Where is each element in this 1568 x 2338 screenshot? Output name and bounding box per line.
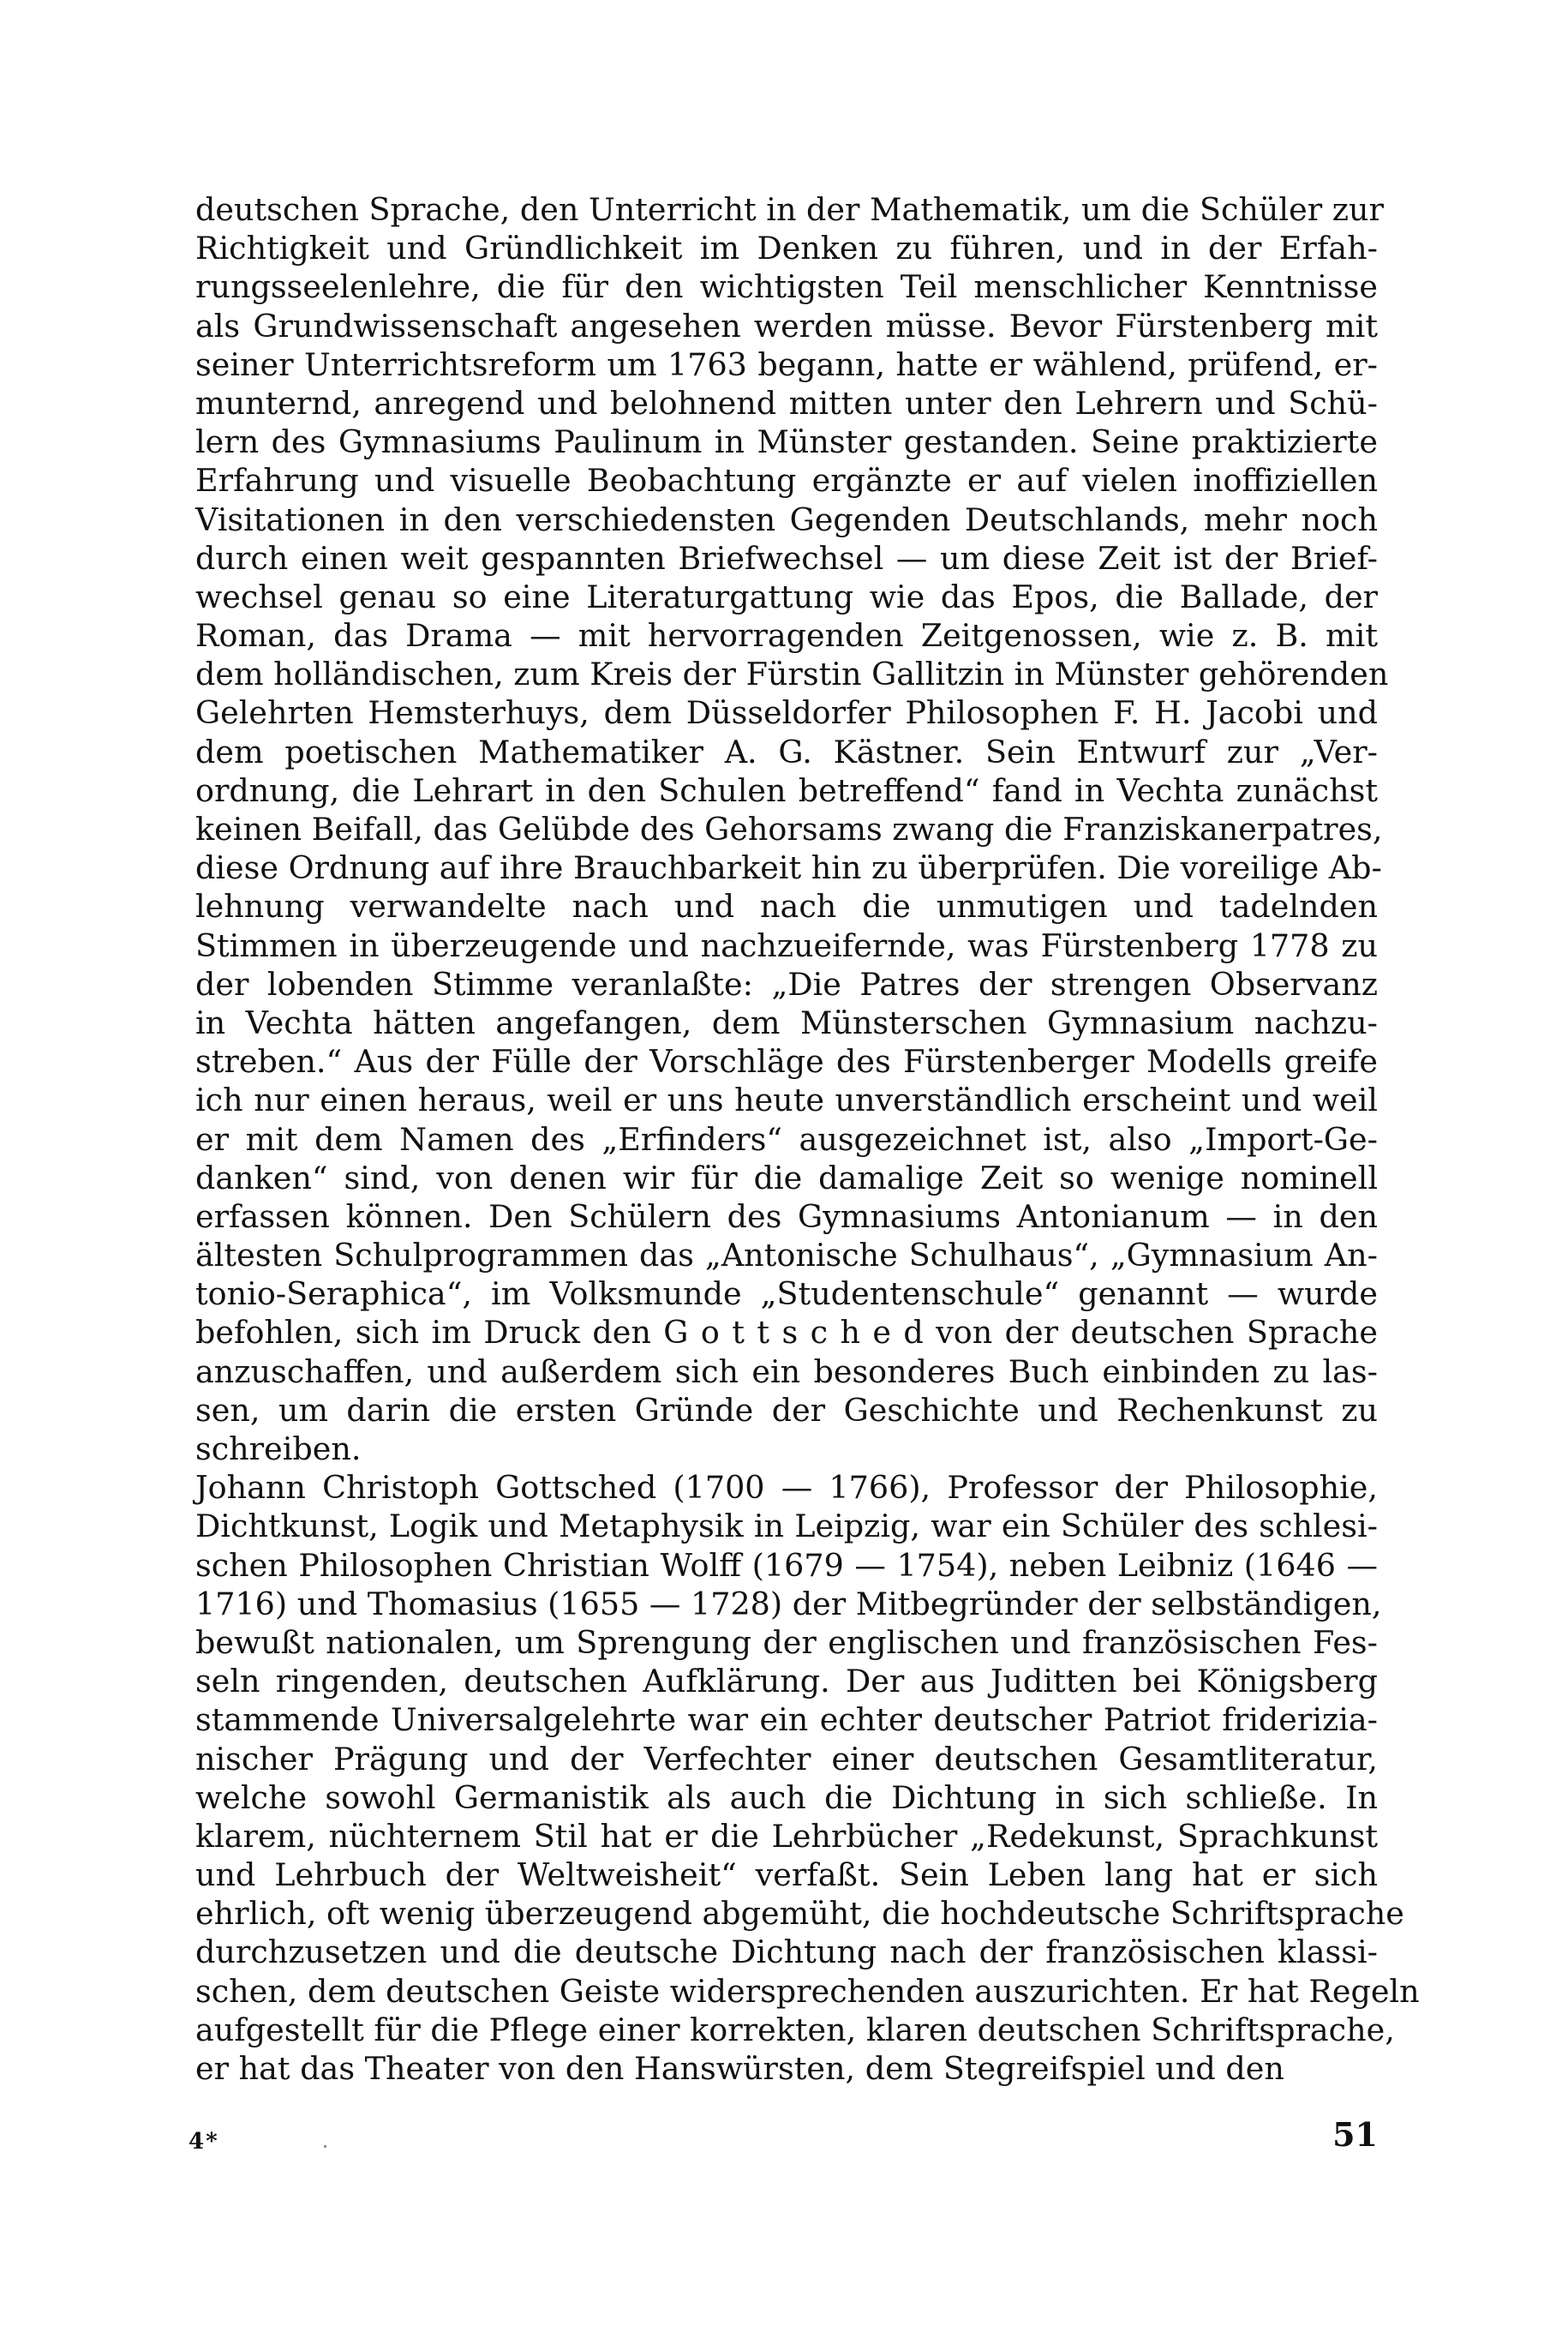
text-line: anzuschaffen, und außerdem sich ein besonderes Buch einbinden zu las-: [195, 1352, 1378, 1390]
text-line: Stimmen in überzeugende und nachzueifernde, was Fürstenberg 1778 zu: [195, 926, 1378, 964]
text-line: rungsseelenlehre, die für den wichtigsten Teil menschlicher Kenntnisse: [195, 268, 1378, 306]
text-line: danken“ sind, von denen wir für die damalige Zeit so wenige nominell: [195, 1159, 1378, 1196]
text-line: ältesten Schulprogrammen das „Antonische Schulhaus“, „Gymnasium An-: [195, 1237, 1378, 1274]
text-line: sen, um darin die ersten Gründe der Geschichte und Rechenkunst zu: [195, 1391, 1378, 1429]
text-line: erfassen können. Den Schülern des Gymnasiums Antonianum — in den: [195, 1197, 1378, 1235]
text-line: streben.“ Aus der Fülle der Vorschläge des Fürstenberger Modells greife: [195, 1043, 1378, 1081]
text-line: schen, dem deutschen Geiste widersprechenden auszurichten. Er hat Regeln: [195, 1972, 1420, 2010]
text-line: Visitationen in den verschiedensten Gegenden Deutschlands, mehr noch: [195, 501, 1378, 538]
text-line: munternd, anregend und belohnend mitten unter den Lehrern und Schü-: [195, 384, 1378, 422]
text-line: tonio-Seraphica“, im Volksmunde „Studentenschule“ genannt — wurde: [195, 1275, 1378, 1313]
text-line: deutschen Sprache, den Unterricht in der Mathematik, um die Schüler zur: [195, 191, 1384, 228]
text-line: durchzusetzen und die deutsche Dichtung nach der französischen klassi-: [195, 1933, 1378, 1971]
text-line: schen Philosophen Christian Wolff (1679 — 1754), neben Leibniz (1646 —: [195, 1546, 1378, 1584]
text-line: seiner Unterrichtsreform um 1763 begann, hatte er wählend, prüfend, er-: [195, 345, 1378, 383]
text-line: Richtigkeit und Gründlichkeit im Denken zu führen, und in der Erfah-: [195, 230, 1378, 267]
text-line: ehrlich, oft wenig überzeugend abgemüht, die hochdeutsche Schriftsprache: [195, 1895, 1404, 1933]
text-line: dem poetischen Mathematiker A. G. Kästner. Sein Entwurf zur „Ver-: [195, 733, 1378, 770]
text-line: er mit dem Namen des „Erfinders“ ausgezeichnet ist, also „Import-Ge-: [195, 1120, 1378, 1158]
text-line: Erfahrung und visuelle Beobachtung ergänzte er auf vielen inoffiziellen: [195, 462, 1378, 500]
text-line: Johann Christoph Gottsched (1700 — 1766), Professor der Philosophie,: [195, 1469, 1378, 1507]
text-line: Roman, das Drama — mit hervorragenden Zeitgenossen, wie z. B. mit: [195, 617, 1378, 655]
text-line: schreiben.: [195, 1430, 362, 1467]
text-line: und Lehrbuch der Weltweisheit“ verfaßt. Sein Leben lang hat er sich: [195, 1856, 1378, 1894]
text-line: Dichtkunst, Logik und Metaphysik in Leipzig, war ein Schüler des schlesi-: [195, 1508, 1378, 1545]
text-line: der lobenden Stimme veranlaßte: „Die Patres der strengen Observanz: [195, 965, 1378, 1003]
text-line: seln ringenden, deutschen Aufklärung. Der aus Juditten bei Königsberg: [195, 1663, 1378, 1700]
text-line: bewußt nationalen, um Sprengung der englischen und französischen Fes-: [195, 1623, 1378, 1661]
text-line: lehnung verwandelte nach und nach die unmutigen und tadelnden: [195, 888, 1378, 926]
print-speck: [324, 2145, 326, 2148]
text-line: ich nur einen heraus, weil er uns heute unverständlich erscheint und weil: [195, 1082, 1378, 1119]
page-number: 51: [1332, 2115, 1378, 2154]
text-line: in Vechta hätten angefangen, dem Münsterschen Gymnasium nachzu-: [195, 1004, 1378, 1041]
text-line: durch einen weit gespannten Briefwechsel — um diese Zeit ist der Brief-: [195, 539, 1378, 577]
signature-mark: 4*: [189, 2129, 219, 2155]
text-line: klarem, nüchternem Stil hat er die Lehrbücher „Redekunst, Sprachkunst: [195, 1817, 1378, 1855]
text-line: diese Ordnung auf ihre Brauchbarkeit hin zu überprüfen. Die voreilige Ab-: [195, 849, 1382, 887]
text-line: aufgestellt für die Pflege einer korrekten, klaren deutschen Schriftsprache,: [195, 2011, 1395, 2048]
text-line: wechsel genau so eine Literaturgattung wie das Epos, die Ballade, der: [195, 578, 1378, 615]
text-line: welche sowohl Germanistik als auch die Dichtung in sich schließe. In: [195, 1778, 1378, 1816]
text-line: lern des Gymnasiums Paulinum in Münster gestanden. Seine praktizierte: [195, 423, 1378, 461]
text-line: 1716) und Thomasius (1655 — 1728) der Mitbegründer der selbständigen,: [195, 1585, 1382, 1622]
text-line: er hat das Theater von den Hanswürsten, dem Stegreifspiel und den: [195, 2050, 1284, 2087]
text-line: als Grundwissenschaft angesehen werden müsse. Bevor Fürstenberg mit: [195, 307, 1378, 345]
text-line: Gelehrten Hemsterhuys, dem Düsseldorfer Philosophen F. H. Jacobi und: [195, 694, 1378, 732]
text-line: keinen Beifall, das Gelübde des Gehorsams zwang die Franziskanerpatres,: [195, 811, 1383, 848]
text-line: nischer Prägung und der Verfechter einer deutschen Gesamtliteratur,: [195, 1740, 1378, 1777]
text-line: dem holländischen, zum Kreis der Fürstin Gallitzin in Münster gehörenden: [195, 656, 1389, 693]
text-line: stammende Universalgelehrte war ein echter deutscher Patriot friderizia-: [195, 1701, 1378, 1739]
text-line: ordnung, die Lehrart in den Schulen betreffend“ fand in Vechta zunächst: [195, 771, 1378, 809]
text-line: befohlen, sich im Druck den G o t t s c h e d von der deutschen Sprache: [195, 1314, 1378, 1352]
page-body-text: [195, 190, 1420, 2088]
